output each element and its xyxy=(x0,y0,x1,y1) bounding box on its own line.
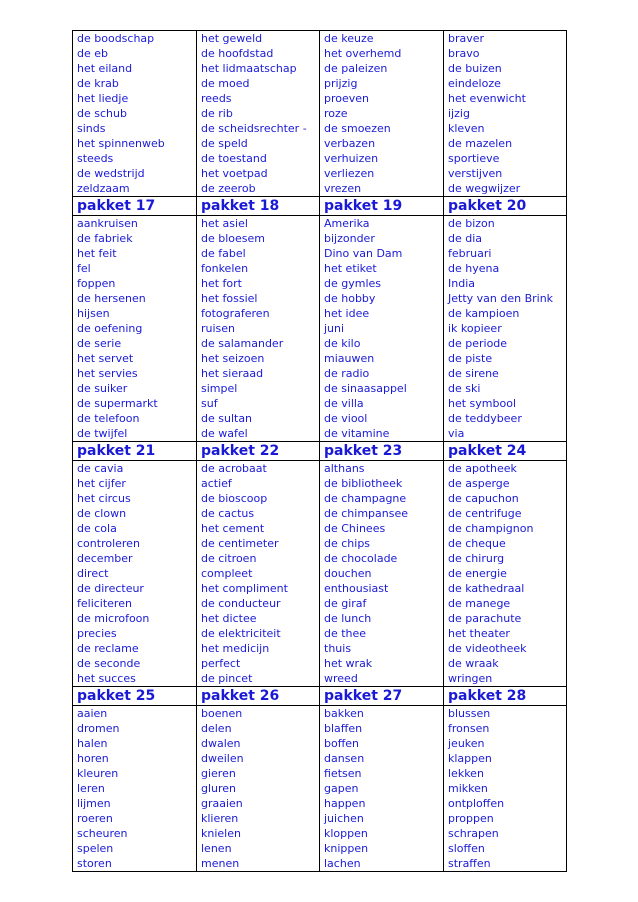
word-item: de krab xyxy=(77,77,119,90)
word-item: de citroen xyxy=(201,552,257,565)
word-item: blussen xyxy=(448,707,491,720)
word-item: de reclame xyxy=(77,642,139,655)
word-item: mikken xyxy=(448,782,488,795)
word-item: wringen xyxy=(448,672,493,685)
word-item: het eiland xyxy=(77,62,133,75)
word-item: de chimpansee xyxy=(324,507,408,520)
word-item: de vitamine xyxy=(324,427,390,440)
word-item: verhuizen xyxy=(324,152,379,165)
word-item: de asperge xyxy=(448,477,510,490)
word-item: dromen xyxy=(77,722,120,735)
pakket-header: pakket 25 xyxy=(73,687,197,706)
word-item: klieren xyxy=(201,812,239,825)
word-item: bravo xyxy=(448,47,480,60)
word-item: december xyxy=(77,552,133,565)
word-item: foppen xyxy=(77,277,116,290)
word-item: de sinaasappel xyxy=(324,382,407,395)
word-item: de gymles xyxy=(324,277,382,290)
word-item: de directeur xyxy=(77,582,144,595)
pakket-header: pakket 21 xyxy=(73,442,197,461)
word-item: boffen xyxy=(324,737,360,750)
word-column xyxy=(444,706,567,872)
word-item: de twijfel xyxy=(77,427,128,440)
word-column xyxy=(320,461,444,687)
word-item: de videotheek xyxy=(448,642,527,655)
word-item: feliciteren xyxy=(77,597,132,610)
word-item: Amerika xyxy=(324,217,370,230)
word-item: de hersenen xyxy=(77,292,146,305)
word-item: de kathedraal xyxy=(448,582,525,595)
word-item: scheuren xyxy=(77,827,128,840)
word-column xyxy=(73,31,197,197)
word-item: de buizen xyxy=(448,62,502,75)
word-item: braver xyxy=(448,32,485,45)
word-row xyxy=(73,461,567,687)
word-item: knielen xyxy=(201,827,241,840)
word-item: lekken xyxy=(448,767,484,780)
word-item: de supermarkt xyxy=(77,397,158,410)
word-column xyxy=(73,706,197,872)
word-item: de chirurg xyxy=(448,552,505,565)
pakket-header: pakket 22 xyxy=(197,442,320,461)
word-item: happen xyxy=(324,797,366,810)
word-item: de cavia xyxy=(77,462,124,475)
word-item: lenen xyxy=(201,842,232,855)
word-item: de suiker xyxy=(77,382,128,395)
word-item: zeldzaam xyxy=(77,182,130,195)
word-item: perfect xyxy=(201,657,241,670)
word-column xyxy=(197,216,320,442)
word-item: de salamander xyxy=(201,337,284,350)
word-column xyxy=(320,31,444,197)
word-item: het wrak xyxy=(324,657,373,670)
word-item: juichen xyxy=(324,812,364,825)
pakket-header: pakket 19 xyxy=(320,197,444,216)
word-item: sinds xyxy=(77,122,106,135)
word-item: kloppen xyxy=(324,827,368,840)
word-item: de wedstrijd xyxy=(77,167,145,180)
word-item: dwalen xyxy=(201,737,241,750)
word-item: de cactus xyxy=(201,507,255,520)
word-item: de conducteur xyxy=(201,597,281,610)
word-item: het evenwicht xyxy=(448,92,526,105)
word-item: de toestand xyxy=(201,152,267,165)
word-row xyxy=(73,31,567,197)
word-item: het spinnenweb xyxy=(77,137,165,150)
word-column xyxy=(444,461,567,687)
word-item: Dino van Dam xyxy=(324,247,403,260)
word-item: dansen xyxy=(324,752,365,765)
word-item: graaien xyxy=(201,797,243,810)
word-item: controleren xyxy=(77,537,140,550)
word-item: de wafel xyxy=(201,427,248,440)
word-item: de keuze xyxy=(324,32,374,45)
word-item: juni xyxy=(324,322,345,335)
word-item: fotograferen xyxy=(201,307,270,320)
word-item: kleuren xyxy=(77,767,119,780)
word-item: het idee xyxy=(324,307,370,320)
word-item: gluren xyxy=(201,782,237,795)
word-item: de Chinees xyxy=(324,522,386,535)
word-item: precies xyxy=(77,627,117,640)
word-item: het theater xyxy=(448,627,510,640)
word-item: hijsen xyxy=(77,307,110,320)
word-column xyxy=(444,216,567,442)
word-item: steeds xyxy=(77,152,114,165)
word-item: lijmen xyxy=(77,797,111,810)
word-item: de hoofdstad xyxy=(201,47,274,60)
word-item: roze xyxy=(324,107,348,120)
word-item: actief xyxy=(201,477,232,490)
word-item: de cola xyxy=(77,522,117,535)
word-item: de champignon xyxy=(448,522,534,535)
word-item: de mazelen xyxy=(448,137,513,150)
word-item: de oefening xyxy=(77,322,143,335)
word-item: het servies xyxy=(77,367,138,380)
word-item: jeuken xyxy=(448,737,485,750)
word-item: het succes xyxy=(77,672,136,685)
word-item: klappen xyxy=(448,752,492,765)
word-item: de radio xyxy=(324,367,370,380)
word-item: de hobby xyxy=(324,292,376,305)
word-item: gieren xyxy=(201,767,236,780)
pakket-header-row xyxy=(73,442,567,461)
pakket-header-row xyxy=(73,687,567,706)
word-item: het cijfer xyxy=(77,477,126,490)
word-item: simpel xyxy=(201,382,238,395)
word-item: schrapen xyxy=(448,827,499,840)
word-item: de hyena xyxy=(448,262,500,275)
pakket-header-row xyxy=(73,197,567,216)
word-column xyxy=(73,461,197,687)
word-item: de smoezen xyxy=(324,122,391,135)
word-item: de centimeter xyxy=(201,537,279,550)
word-item: de capuchon xyxy=(448,492,519,505)
word-item: de moed xyxy=(201,77,250,90)
pakket-header: pakket 17 xyxy=(73,197,197,216)
word-item: het fossiel xyxy=(201,292,258,305)
word-item: de piste xyxy=(448,352,493,365)
word-item: de scheidsrechter - xyxy=(201,122,307,135)
word-item: de microfoon xyxy=(77,612,150,625)
word-item: de apotheek xyxy=(448,462,517,475)
word-item: de centrifuge xyxy=(448,507,522,520)
pakket-header: pakket 18 xyxy=(197,197,320,216)
word-column xyxy=(73,216,197,442)
word-item: bakken xyxy=(324,707,364,720)
word-item: het sieraad xyxy=(201,367,264,380)
word-item: fonkelen xyxy=(201,262,249,275)
word-item: via xyxy=(448,427,465,440)
pakket-header: pakket 23 xyxy=(320,442,444,461)
word-item: de giraf xyxy=(324,597,367,610)
word-item: februari xyxy=(448,247,492,260)
word-item: Jetty van den Brink xyxy=(448,292,554,305)
word-item: boenen xyxy=(201,707,243,720)
word-item: de schub xyxy=(77,107,127,120)
word-item: het seizoen xyxy=(201,352,265,365)
word-item: delen xyxy=(201,722,232,735)
word-item: de bloesem xyxy=(201,232,265,245)
word-row xyxy=(73,706,567,872)
word-item: het feit xyxy=(77,247,117,260)
word-item: eindeloze xyxy=(448,77,501,90)
word-item: het lidmaatschap xyxy=(201,62,297,75)
word-item: de bibliotheek xyxy=(324,477,403,490)
word-item: het cement xyxy=(201,522,265,535)
word-column xyxy=(197,31,320,197)
word-column xyxy=(444,31,567,197)
word-item: de champagne xyxy=(324,492,407,505)
word-item: de viool xyxy=(324,412,368,425)
word-item: bijzonder xyxy=(324,232,375,245)
word-item: spelen xyxy=(77,842,114,855)
word-item: ik kopieer xyxy=(448,322,502,335)
word-item: India xyxy=(448,277,475,290)
word-item: het dictee xyxy=(201,612,257,625)
word-item: de bioscoop xyxy=(201,492,268,505)
word-item: de serie xyxy=(77,337,122,350)
word-item: de ski xyxy=(448,382,481,395)
word-item: menen xyxy=(201,857,240,870)
word-item: de chocolade xyxy=(324,552,398,565)
word-item: fronsen xyxy=(448,722,490,735)
word-item: sportieve xyxy=(448,152,500,165)
word-item: de fabriek xyxy=(77,232,133,245)
word-item: de cheque xyxy=(448,537,506,550)
word-item: aaien xyxy=(77,707,108,720)
word-item: storen xyxy=(77,857,112,870)
word-item: fel xyxy=(77,262,91,275)
word-item: ontploffen xyxy=(448,797,505,810)
word-item: de acrobaat xyxy=(201,462,267,475)
word-item: het asiel xyxy=(201,217,248,230)
word-item: horen xyxy=(77,752,109,765)
word-item: halen xyxy=(77,737,108,750)
word-item: aankruisen xyxy=(77,217,138,230)
word-item: de kilo xyxy=(324,337,361,350)
word-item: gapen xyxy=(324,782,359,795)
word-item: de rib xyxy=(201,107,233,120)
word-item: de teddybeer xyxy=(448,412,522,425)
word-item: sloffen xyxy=(448,842,485,855)
word-item: de sirene xyxy=(448,367,499,380)
word-item: het geweld xyxy=(201,32,263,45)
word-item: de thee xyxy=(324,627,367,640)
pakket-header: pakket 26 xyxy=(197,687,320,706)
word-item: het circus xyxy=(77,492,131,505)
word-item: miauwen xyxy=(324,352,375,365)
word-item: fietsen xyxy=(324,767,362,780)
word-item: de bizon xyxy=(448,217,495,230)
word-item: de clown xyxy=(77,507,127,520)
word-item: de sultan xyxy=(201,412,253,425)
word-item: de periode xyxy=(448,337,508,350)
word-item: straffen xyxy=(448,857,491,870)
word-item: de wraak xyxy=(448,657,499,670)
word-item: suf xyxy=(201,397,218,410)
word-item: de kampioen xyxy=(448,307,520,320)
word-item: het liedje xyxy=(77,92,129,105)
pakket-header: pakket 28 xyxy=(444,687,567,706)
word-item: het etiket xyxy=(324,262,377,275)
word-item: het symbool xyxy=(448,397,517,410)
word-item: roeren xyxy=(77,812,113,825)
word-item: ruisen xyxy=(201,322,236,335)
word-item: reeds xyxy=(201,92,232,105)
word-item: proppen xyxy=(448,812,494,825)
word-item: het servet xyxy=(77,352,134,365)
word-item: het overhemd xyxy=(324,47,402,60)
word-item: het fort xyxy=(201,277,242,290)
word-item: verbazen xyxy=(324,137,376,150)
word-item: dweilen xyxy=(201,752,244,765)
word-item: het compliment xyxy=(201,582,288,595)
word-row xyxy=(73,216,567,442)
word-item: de boodschap xyxy=(77,32,155,45)
word-item: verstijven xyxy=(448,167,503,180)
word-item: de villa xyxy=(324,397,364,410)
word-item: ijzig xyxy=(448,107,470,120)
word-column xyxy=(320,216,444,442)
word-item: de elektriciteit xyxy=(201,627,281,640)
word-column xyxy=(320,706,444,872)
word-item: knippen xyxy=(324,842,369,855)
word-item: vrezen xyxy=(324,182,362,195)
word-item: leren xyxy=(77,782,105,795)
word-item: de speld xyxy=(201,137,248,150)
word-item: althans xyxy=(324,462,365,475)
pakket-header: pakket 27 xyxy=(320,687,444,706)
word-item: de zeerob xyxy=(201,182,256,195)
word-item: de chips xyxy=(324,537,371,550)
pakket-header: pakket 20 xyxy=(444,197,567,216)
word-item: compleet xyxy=(201,567,253,580)
word-list-table xyxy=(72,30,567,872)
word-item: direct xyxy=(77,567,109,580)
word-item: de paleizen xyxy=(324,62,388,75)
word-item: de lunch xyxy=(324,612,372,625)
word-item: douchen xyxy=(324,567,372,580)
word-column xyxy=(197,461,320,687)
word-item: de pincet xyxy=(201,672,253,685)
word-item: de dia xyxy=(448,232,483,245)
word-column xyxy=(197,706,320,872)
word-item: de parachute xyxy=(448,612,522,625)
pakket-header: pakket 24 xyxy=(444,442,567,461)
word-item: wreed xyxy=(324,672,358,685)
word-item: het medicijn xyxy=(201,642,270,655)
word-item: de manege xyxy=(448,597,511,610)
word-item: enthousiast xyxy=(324,582,389,595)
word-item: thuis xyxy=(324,642,352,655)
word-item: de eb xyxy=(77,47,108,60)
word-item: de telefoon xyxy=(77,412,140,425)
word-item: verliezen xyxy=(324,167,375,180)
word-item: proeven xyxy=(324,92,370,105)
word-item: de seconde xyxy=(77,657,141,670)
word-item: lachen xyxy=(324,857,361,870)
word-item: de wegwijzer xyxy=(448,182,521,195)
word-item: de fabel xyxy=(201,247,246,260)
word-item: kleven xyxy=(448,122,485,135)
word-item: blaffen xyxy=(324,722,363,735)
word-item: prijzig xyxy=(324,77,358,90)
word-item: het voetpad xyxy=(201,167,268,180)
word-item: de energie xyxy=(448,567,507,580)
